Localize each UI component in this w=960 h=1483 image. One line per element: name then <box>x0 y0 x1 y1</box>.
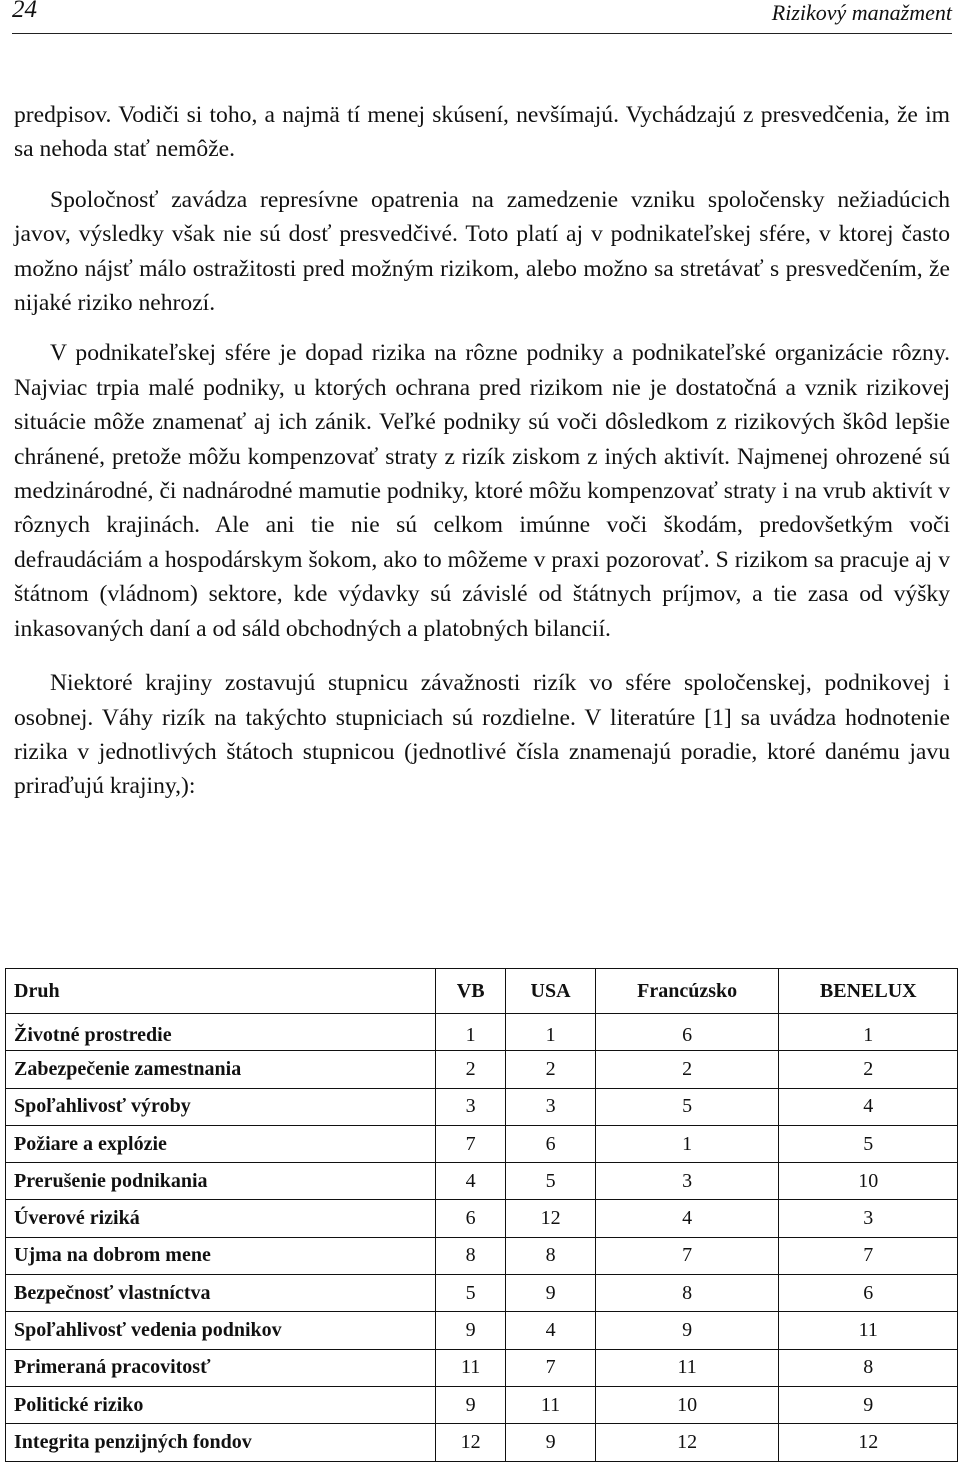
risk-type-cell: Spoľahlivosť vedenia podnikov <box>6 1312 436 1349</box>
rank-cell: 7 <box>779 1237 958 1274</box>
rank-cell: 4 <box>779 1088 958 1125</box>
rank-cell: 2 <box>779 1051 958 1088</box>
rank-cell: 11 <box>779 1312 958 1349</box>
rank-cell: 10 <box>779 1163 958 1200</box>
table-row <box>6 1088 958 1125</box>
rank-cell: 5 <box>506 1163 596 1200</box>
table-row <box>6 1200 958 1237</box>
header-francuzsko: Francúzsko <box>595 969 779 1014</box>
rank-cell: 9 <box>506 1424 596 1461</box>
risk-type-cell: Ujma na dobrom mene <box>6 1237 436 1274</box>
header-usa: USA <box>506 969 596 1014</box>
paragraph-3: V podnikateľskej sfére je dopad rizika na rôzne podniky a podnikateľské organizácie rôzny. Najviac trpia malé podniky, u ktorých ochrana pred rizikom nie je dostatočná a vznik rizikovej situácie môže znamenať aj ich zánik. Veľké podniky sú voči dôsledkom z rizikových škôd lepšie chránené, pretože môžu kompenzovať straty z rizík ziskom z iných aktivít. Najmenej ohrozené sú medzinárodné, či nadnárodné mamutie podniky, ktoré môžu kompenzovať straty i na vrub aktivít v rôznych krajinách. Ale ani tie nie sú celkom imúnne voči škodám, predovšetkým voči defraudáciám a hospodárskym šokom, ako to môžeme v praxi pozorovať. S rizikom sa pracuje aj v štátnom (vládnom) sektore, kde výdavky sú závislé od štátnych príjmov, a tie zasa od výšky inkasovaných daní a od sáld obchodných a platobných bilancií. <box>14 340 950 642</box>
rank-cell: 12 <box>436 1424 506 1461</box>
header-vb: VB <box>436 969 506 1014</box>
table-row <box>6 1386 958 1423</box>
rank-cell: 4 <box>506 1312 596 1349</box>
rank-cell: 11 <box>436 1349 506 1386</box>
rank-cell: 7 <box>436 1125 506 1162</box>
rank-cell: 8 <box>506 1237 596 1274</box>
rank-cell: 6 <box>595 1014 779 1051</box>
rank-cell: 9 <box>436 1312 506 1349</box>
rank-cell: 3 <box>595 1163 779 1200</box>
rank-cell: 12 <box>595 1424 779 1461</box>
header-benelux: BENELUX <box>779 969 958 1014</box>
rank-cell: 12 <box>506 1200 596 1237</box>
rank-cell: 3 <box>779 1200 958 1237</box>
rank-cell: 1 <box>779 1014 958 1051</box>
table-row <box>6 1163 958 1200</box>
rank-cell: 8 <box>779 1349 958 1386</box>
rank-cell: 9 <box>779 1386 958 1423</box>
rank-cell: 6 <box>436 1200 506 1237</box>
rank-cell: 7 <box>595 1237 779 1274</box>
rank-cell: 9 <box>595 1312 779 1349</box>
rank-cell: 12 <box>779 1424 958 1461</box>
rank-cell: 3 <box>506 1088 596 1125</box>
paragraph-2: Spoločnosť zavádza represívne opatrenia na zamedzenie vzniku spoločensky nežiadúcich javov, výsledky však nie sú dosť presvedčivé. Toto platí aj v podnikateľskej sfére, v ktorej často možno nájsť málo ostražitosti pred možným rizikom, alebo možno sa stretávať s presvedčením, že nijaké riziko nehrozí. <box>14 186 950 317</box>
rank-cell: 10 <box>595 1386 779 1423</box>
rank-cell: 7 <box>506 1349 596 1386</box>
risk-type-cell: Zabezpečenie zamestnania <box>6 1051 436 1088</box>
rank-cell: 5 <box>436 1275 506 1312</box>
rank-cell: 6 <box>506 1125 596 1162</box>
rank-cell: 1 <box>436 1014 506 1051</box>
table-row <box>6 1125 958 1162</box>
table-row <box>6 1424 958 1461</box>
rank-cell: 2 <box>506 1051 596 1088</box>
header-rule <box>12 33 952 34</box>
table-row <box>6 1349 958 1386</box>
body-text <box>14 98 950 804</box>
risk-type-cell: Integrita penzijných fondov <box>6 1424 436 1461</box>
rank-cell: 5 <box>779 1125 958 1162</box>
paragraph-4: Niektoré krajiny zostavujú stupnicu závažnosti rizík vo sfére spoločenskej, podnikovej i osobnej. Váhy rizík na takýchto stupniciach sú rozdielne. V literatúre [1] sa uvádza hodnotenie rizika v jednotlivých štátoch stupnicou (jednotlivé čísla znamenajú poradie, ktoré danému javu priraďujú krajiny,): <box>14 670 950 800</box>
page-header <box>12 0 952 34</box>
table-row <box>6 1275 958 1312</box>
rank-cell: 2 <box>595 1051 779 1088</box>
table-row <box>6 1237 958 1274</box>
rank-cell: 1 <box>506 1014 596 1051</box>
paragraph-1: predpisov. Vodiči si toho, a najmä tí menej skúsení, nevšímajú. Vychádzajú z presvedčenia, že im sa nehoda stať nemôže. <box>14 102 950 163</box>
running-title: Rizikový manažment <box>771 0 952 25</box>
risk-type-cell: Primeraná pracovitosť <box>6 1349 436 1386</box>
rank-cell: 1 <box>595 1125 779 1162</box>
table-row <box>6 1051 958 1088</box>
header-druh: Druh <box>6 969 436 1014</box>
rank-cell: 8 <box>595 1275 779 1312</box>
table-header-row <box>6 969 958 1014</box>
rank-cell: 11 <box>506 1386 596 1423</box>
table-row <box>6 1014 958 1051</box>
risk-type-cell: Bezpečnosť vlastníctva <box>6 1275 436 1312</box>
rank-cell: 4 <box>436 1163 506 1200</box>
table-body <box>6 1014 958 1462</box>
page-number: 24 <box>12 0 37 23</box>
risk-type-cell: Spoľahlivosť výroby <box>6 1088 436 1125</box>
rank-cell: 5 <box>595 1088 779 1125</box>
rank-cell: 8 <box>436 1237 506 1274</box>
rank-cell: 4 <box>595 1200 779 1237</box>
risk-ranking-table <box>5 968 958 1462</box>
rank-cell: 9 <box>506 1275 596 1312</box>
risk-type-cell: Úverové riziká <box>6 1200 436 1237</box>
risk-type-cell: Politické riziko <box>6 1386 436 1423</box>
risk-type-cell: Životné prostredie <box>6 1014 436 1051</box>
risk-type-cell: Požiare a explózie <box>6 1125 436 1162</box>
rank-cell: 6 <box>779 1275 958 1312</box>
rank-cell: 2 <box>436 1051 506 1088</box>
rank-cell: 11 <box>595 1349 779 1386</box>
rank-cell: 3 <box>436 1088 506 1125</box>
rank-cell: 9 <box>436 1386 506 1423</box>
table-row <box>6 1312 958 1349</box>
risk-type-cell: Prerušenie podnikania <box>6 1163 436 1200</box>
